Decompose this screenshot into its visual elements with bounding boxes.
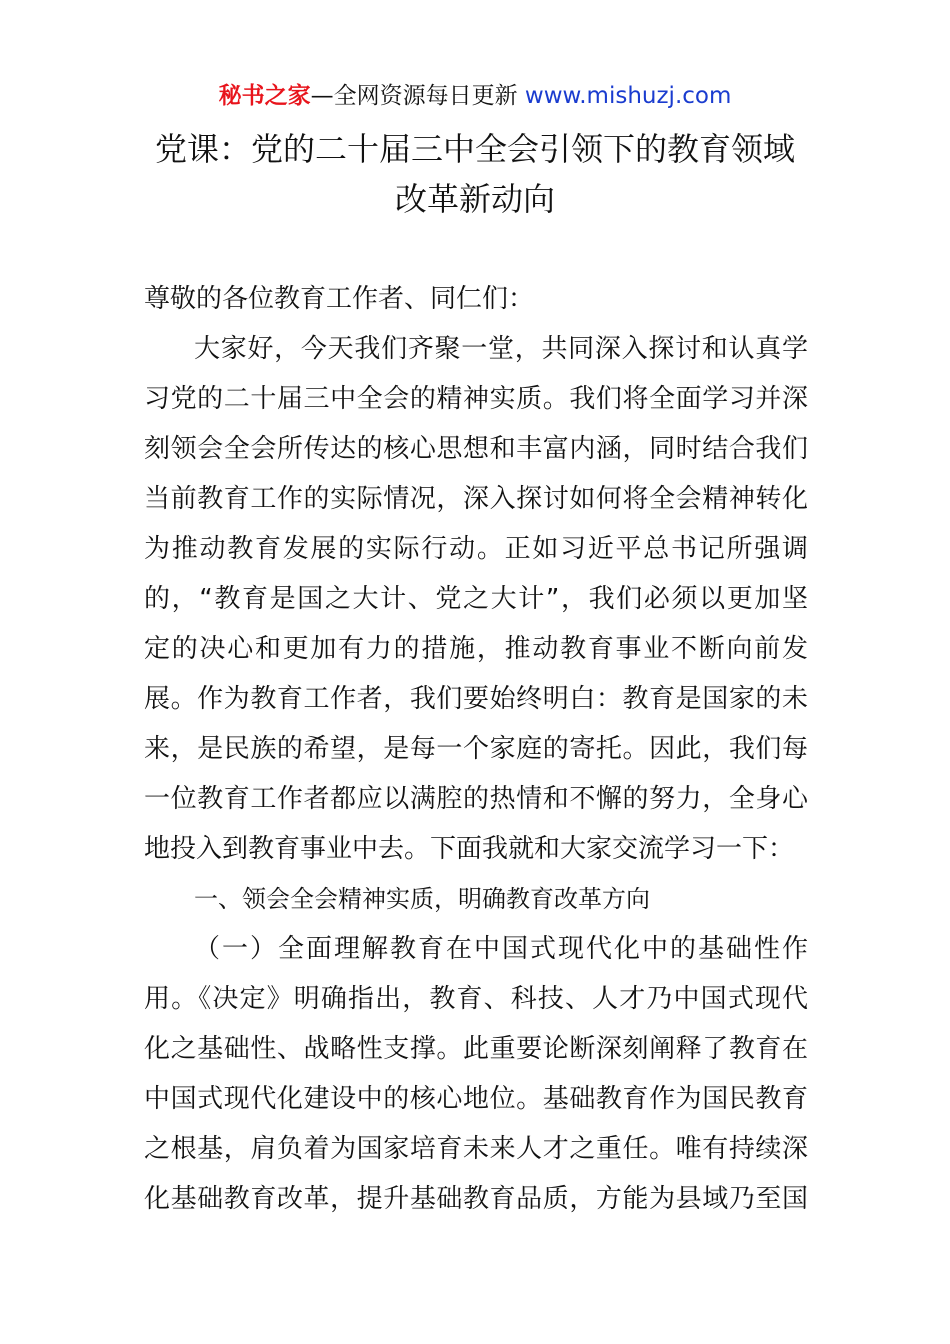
paragraph-line: 展。作为教育工作者，我们要始终明白：教育是国家的未 <box>144 684 808 714</box>
site-header <box>0 80 950 112</box>
site-brand: 秘书之家 <box>218 83 311 109</box>
paragraph-line: 为推动教育发展的实际行动。正如习近平总书记所强调 <box>144 534 808 564</box>
paragraph-line: 的，“教育是国之大计、党之大计”，我们必须以更加坚 <box>144 584 808 614</box>
paragraph-line: 之根基，肩负着为国家培育未来人才之重任。唯有持续深 <box>144 1134 808 1164</box>
site-slogan: —全网资源每日更新 <box>310 83 525 109</box>
paragraph-line: 地投入到教育事业中去。下面我就和大家交流学习一下： <box>144 834 795 864</box>
paragraph-line: 刻领会全会所传达的核心思想和丰富内涵，同时结合我们 <box>144 434 808 464</box>
paragraph-line: 中国式现代化建设中的核心地位。基础教育作为国民教育 <box>144 1084 808 1114</box>
paragraph-line: 习党的二十届三中全会的精神实质。我们将全面学习并深 <box>144 384 808 414</box>
document-body <box>144 274 808 1224</box>
document-title <box>0 124 950 224</box>
title-line-1: 党课：党的二十届三中全会引领下的教育领域 <box>154 130 795 168</box>
paragraph-line: 定的决心和更加有力的措施，推动教育事业不断向前发 <box>144 634 808 664</box>
paragraph-line: 用。《决定》明确指出，教育、科技、人才乃中国式现代 <box>144 984 808 1014</box>
paragraph-line: 大家好，今天我们齐聚一堂，共同深入探讨和认真学 <box>194 334 808 364</box>
paragraph-line: 一位教育工作者都应以满腔的热情和不懈的努力，全身心 <box>144 784 808 814</box>
section-heading: 一、领会全会精神实质，明确教育改革方向 <box>194 885 650 913</box>
paragraph-line: 来，是民族的希望，是每一个家庭的寄托。因此，我们每 <box>144 734 808 764</box>
paragraph-line: 化基础教育改革，提升基础教育品质，方能为县域乃至国 <box>144 1184 808 1214</box>
site-url[interactable]: www.mishuzj.com <box>524 83 732 109</box>
paragraph-line: 化之基础性、战略性支撑。此重要论断深刻阐释了教育在 <box>144 1034 808 1064</box>
paragraph-line: （一）全面理解教育在中国式现代化中的基础性作 <box>194 934 808 964</box>
title-line-2: 改革新动向 <box>394 180 555 218</box>
paragraph-line: 当前教育工作的实际情况，深入探讨如何将全会精神转化 <box>144 484 808 514</box>
salutation: 尊敬的各位教育工作者、同仁们： <box>144 284 535 314</box>
